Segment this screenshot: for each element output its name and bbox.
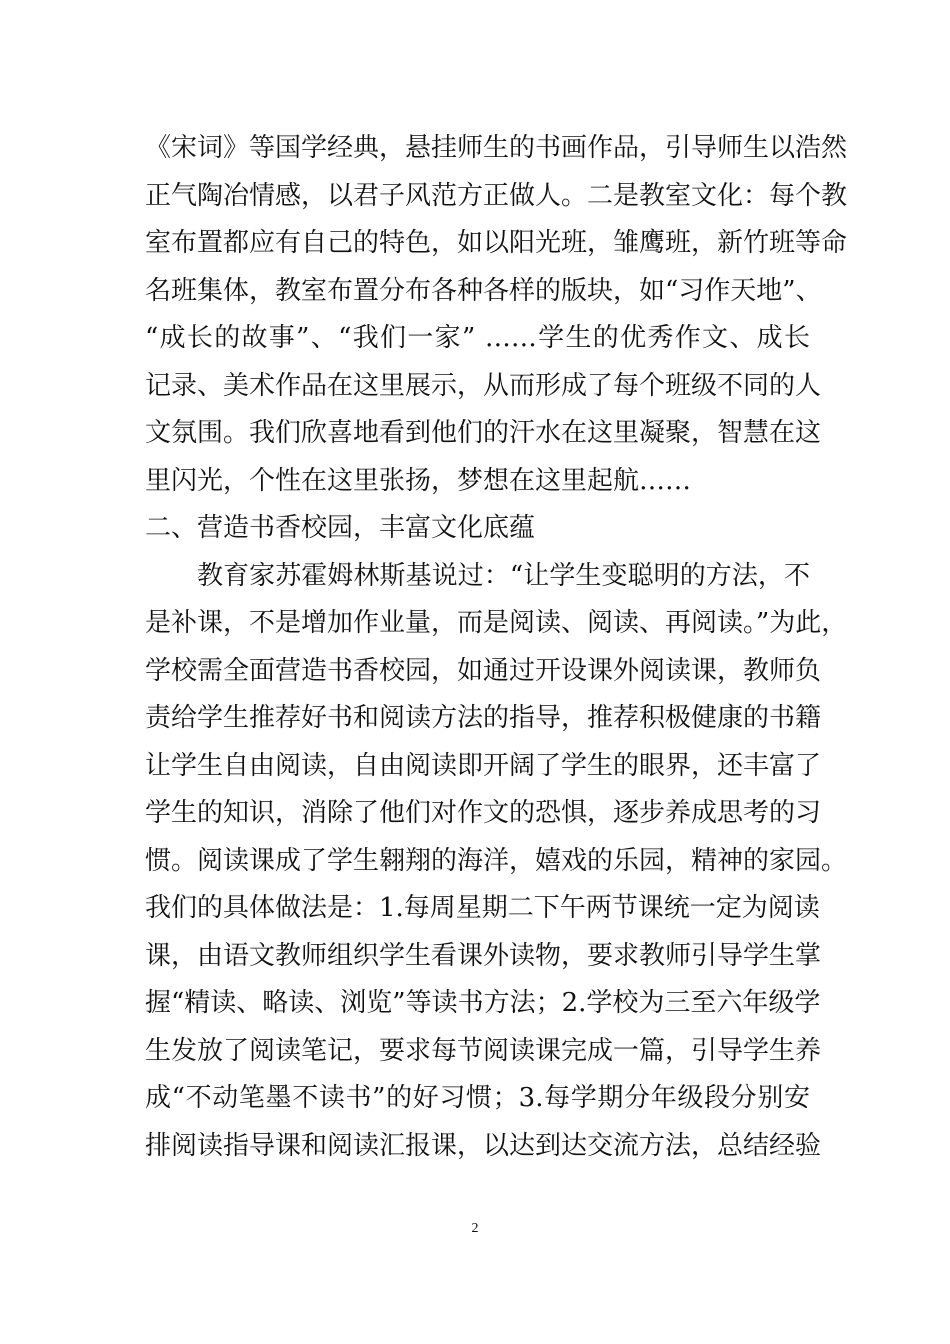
text-line: 惯。阅读课成了学生翱翔的海洋，嬉戏的乐园，精神的家园。 [145,845,848,876]
text-line: 文氛围。我们欣喜地看到他们的汗水在这里凝聚，智慧在这 [145,418,822,448]
text-line: 责给学生推荐好书和阅读方法的指导，推荐积极健康的书籍 [145,703,822,733]
text-line: 让学生自由阅读，自由阅读即开阔了学生的眼界，还丰富了 [145,750,822,781]
text-line: 教育家苏霍姆林斯基说过：“让学生变聪明的方法，不 [197,560,810,591]
text-line: 排阅读指导课和阅读汇报课，以达到达交流方法，总结经验 [145,1130,822,1161]
text-line: 我们的具体做法是：1.每周星期二下午两节课统一定为阅读 [145,893,820,923]
text-line: 正气陶冶情感，以君子风范方正做人。二是教室文化：每个教 [145,180,848,211]
text-line: 学生的知识，消除了他们对作文的恐惧，逐步养成思考的习 [145,798,822,828]
text-line: 《宋词》等国学经典，悬挂师生的书画作品，引导师生以浩然 [145,133,848,163]
text-line: 室布置都应有自己的特色，如以阳光班，雏鹰班，新竹班等命 [145,228,848,258]
text-line: 握“精读、略读、浏览”等读书方法；2.学校为三至六年级学 [145,988,821,1018]
text-line: 成“不动笔墨不读书”的好习惯；3.每学期分年级段分别安 [145,1083,810,1113]
section-heading: 二、营造书香校园，丰富文化底蕴 [145,513,536,543]
body-text [145,125,848,1170]
text-line: 记录、美术作品在这里展示，从而形成了每个班级不同的人 [145,370,822,401]
text-line: 课，由语文教师组织学生看课外读物，要求教师引导学生掌 [145,940,822,971]
text-line: 学校需全面营造书香校园，如通过开设课外阅读课，教师负 [145,655,822,686]
page-number: 2 [471,1221,479,1236]
text-line: 生发放了阅读笔记，要求每节阅读课完成一篇，引导学生养 [145,1035,822,1066]
text-line: 名班集体，教室布置分布各种各样的版块，如“习作天地”、 [145,275,822,306]
text-line: “成长的故事”、“我们一家” ……学生的优秀作文、成长 [145,323,810,353]
text-line: 里闪光，个性在这里张扬，梦想在这里起航…… [145,465,692,496]
text-line: 是补课，不是增加作业量，而是阅读、阅读、再阅读。”为此， [145,608,848,638]
